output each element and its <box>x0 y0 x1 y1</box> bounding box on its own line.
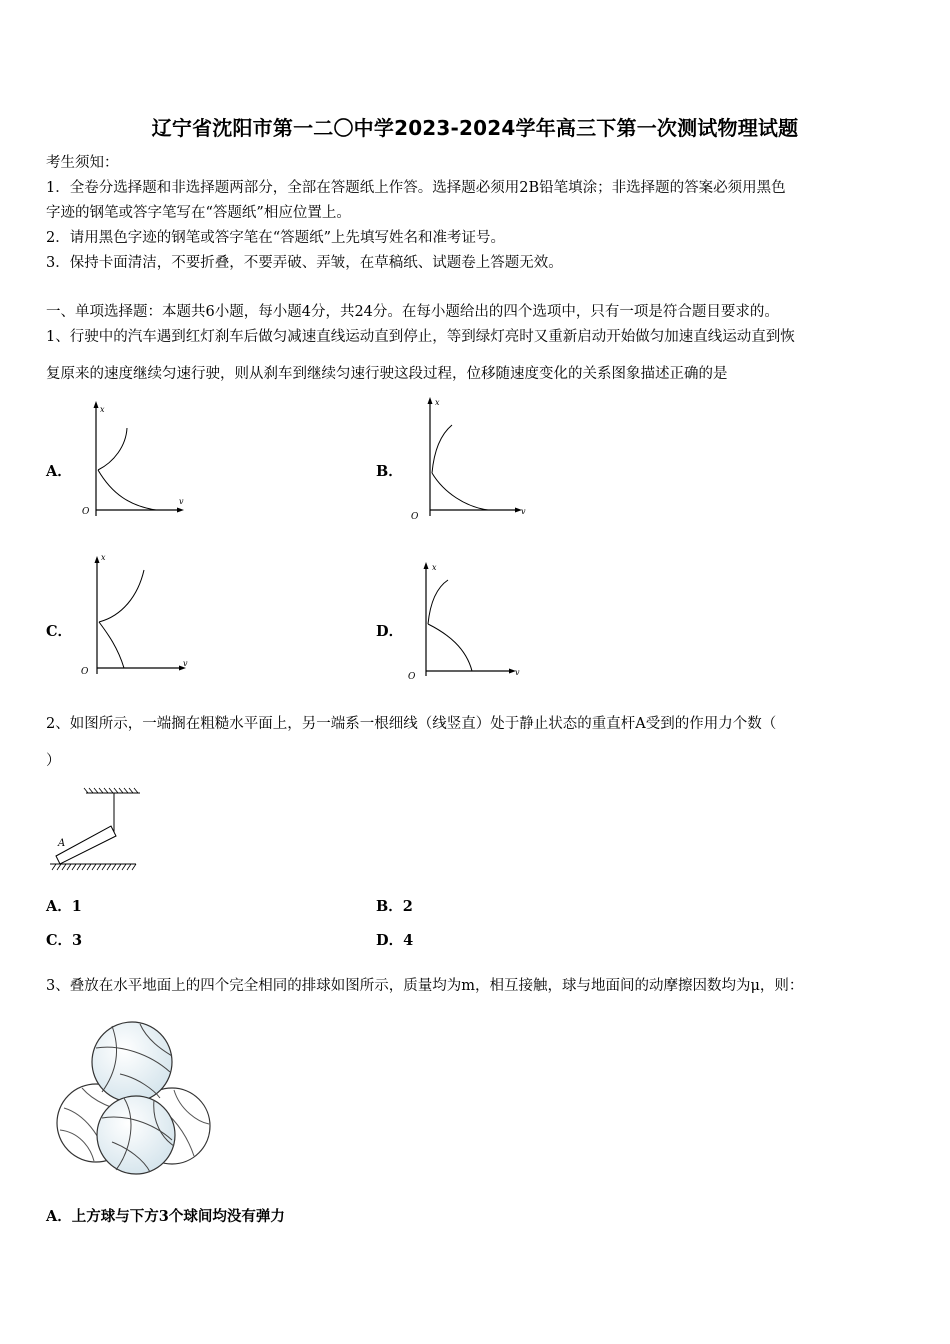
q2-option-d: D．4 <box>376 932 414 949</box>
notice-item-1: 1．全卷分选择题和非选择题两部分，全部在答题纸上作答。选择题必须用2B铅笔填涂；非选择题的答案必须用黑色 <box>46 180 786 196</box>
q1-graph-a-origin: O <box>82 507 90 517</box>
q1-graph-b-x-label: x <box>435 398 440 407</box>
notice-item-2: 2．请用黑色字迹的钢笔或答字笔在“答题纸”上先填写姓名和准考证号。 <box>46 230 506 246</box>
q1-graph-b-origin: O <box>411 512 419 522</box>
page-title: 辽宁省沈阳市第一二〇中学2023-2024学年高三下第一次测试物理试题 <box>151 116 799 140</box>
q2-rod-label: A <box>58 838 66 849</box>
q1-graph-b <box>408 393 533 523</box>
q1-option-c-label: C． <box>46 623 73 640</box>
q2-option-c: C．3 <box>46 932 83 949</box>
q1-option-d-label: D． <box>376 623 404 640</box>
q2-option-a: A．1 <box>46 898 82 915</box>
q1-graph-c-v-label: v <box>183 659 188 668</box>
q1-stem-line2: 复原来的速度继续匀速行驶，则从刹车到继续匀速行驶这段过程，位移随速度变化的关系图象描述正确的是 <box>46 366 728 382</box>
q2-stem-line1: 2、如图所示，一端搁在粗糙水平面上，另一端系一根细线（线竖直）处于静止状态的重直杆A受到的作用力个数（ <box>46 716 777 732</box>
q1-option-a-label: A． <box>46 463 72 480</box>
q1-graph-b-v-label: v <box>521 507 526 516</box>
q1-graph-a-x-label: x <box>100 405 105 414</box>
q1-graph-d <box>404 558 529 683</box>
q3-stem: 3、叠放在水平地面上的四个完全相同的排球如图所示，质量均为m，相互接触，球与地面间的动摩擦因数均为μ，则： <box>46 978 804 994</box>
notice-item-3: 3．保持卡面清洁，不要折叠，不要弄破、弄皱，在草稿纸、试题卷上答题无效。 <box>46 255 563 271</box>
q1-graph-c-x-label: x <box>101 553 106 562</box>
q1-graph-a-v-label: v <box>179 497 184 506</box>
q1-graph-d-v-label: v <box>515 668 520 677</box>
section-heading: 一、单项选择题：本题共6小题，每小题4分，共24分。在每小题给出的四个选项中，只有一项是符合题目要求的。 <box>46 304 779 320</box>
q1-graph-c <box>78 552 198 680</box>
q1-stem-line1: 1、行驶中的汽车遇到红灯刹车后做匀减速直线运动直到停止，等到绿灯亮时又重新启动开始做匀加速直线运动直到恢 <box>46 329 795 345</box>
q1-graph-c-origin: O <box>81 667 89 677</box>
q1-graph-d-x-label: x <box>432 563 437 572</box>
q1-option-b-label: B． <box>376 463 403 480</box>
q2-rod-figure <box>48 786 148 874</box>
q2-stem-line2: ） <box>46 753 61 769</box>
q2-option-b: B．2 <box>376 898 413 915</box>
q1-graph-d-origin: O <box>408 672 416 682</box>
q3-option-a: A．上方球与下方3个球间均没有弹力 <box>46 1208 285 1225</box>
q1-graph-a <box>78 398 198 523</box>
q3-volleyball-figure <box>54 1018 216 1178</box>
notice-item-1-cont: 字迹的钢笔或答字笔写在“答题纸”相应位置上。 <box>46 205 351 221</box>
notice-heading: 考生须知： <box>46 155 119 171</box>
